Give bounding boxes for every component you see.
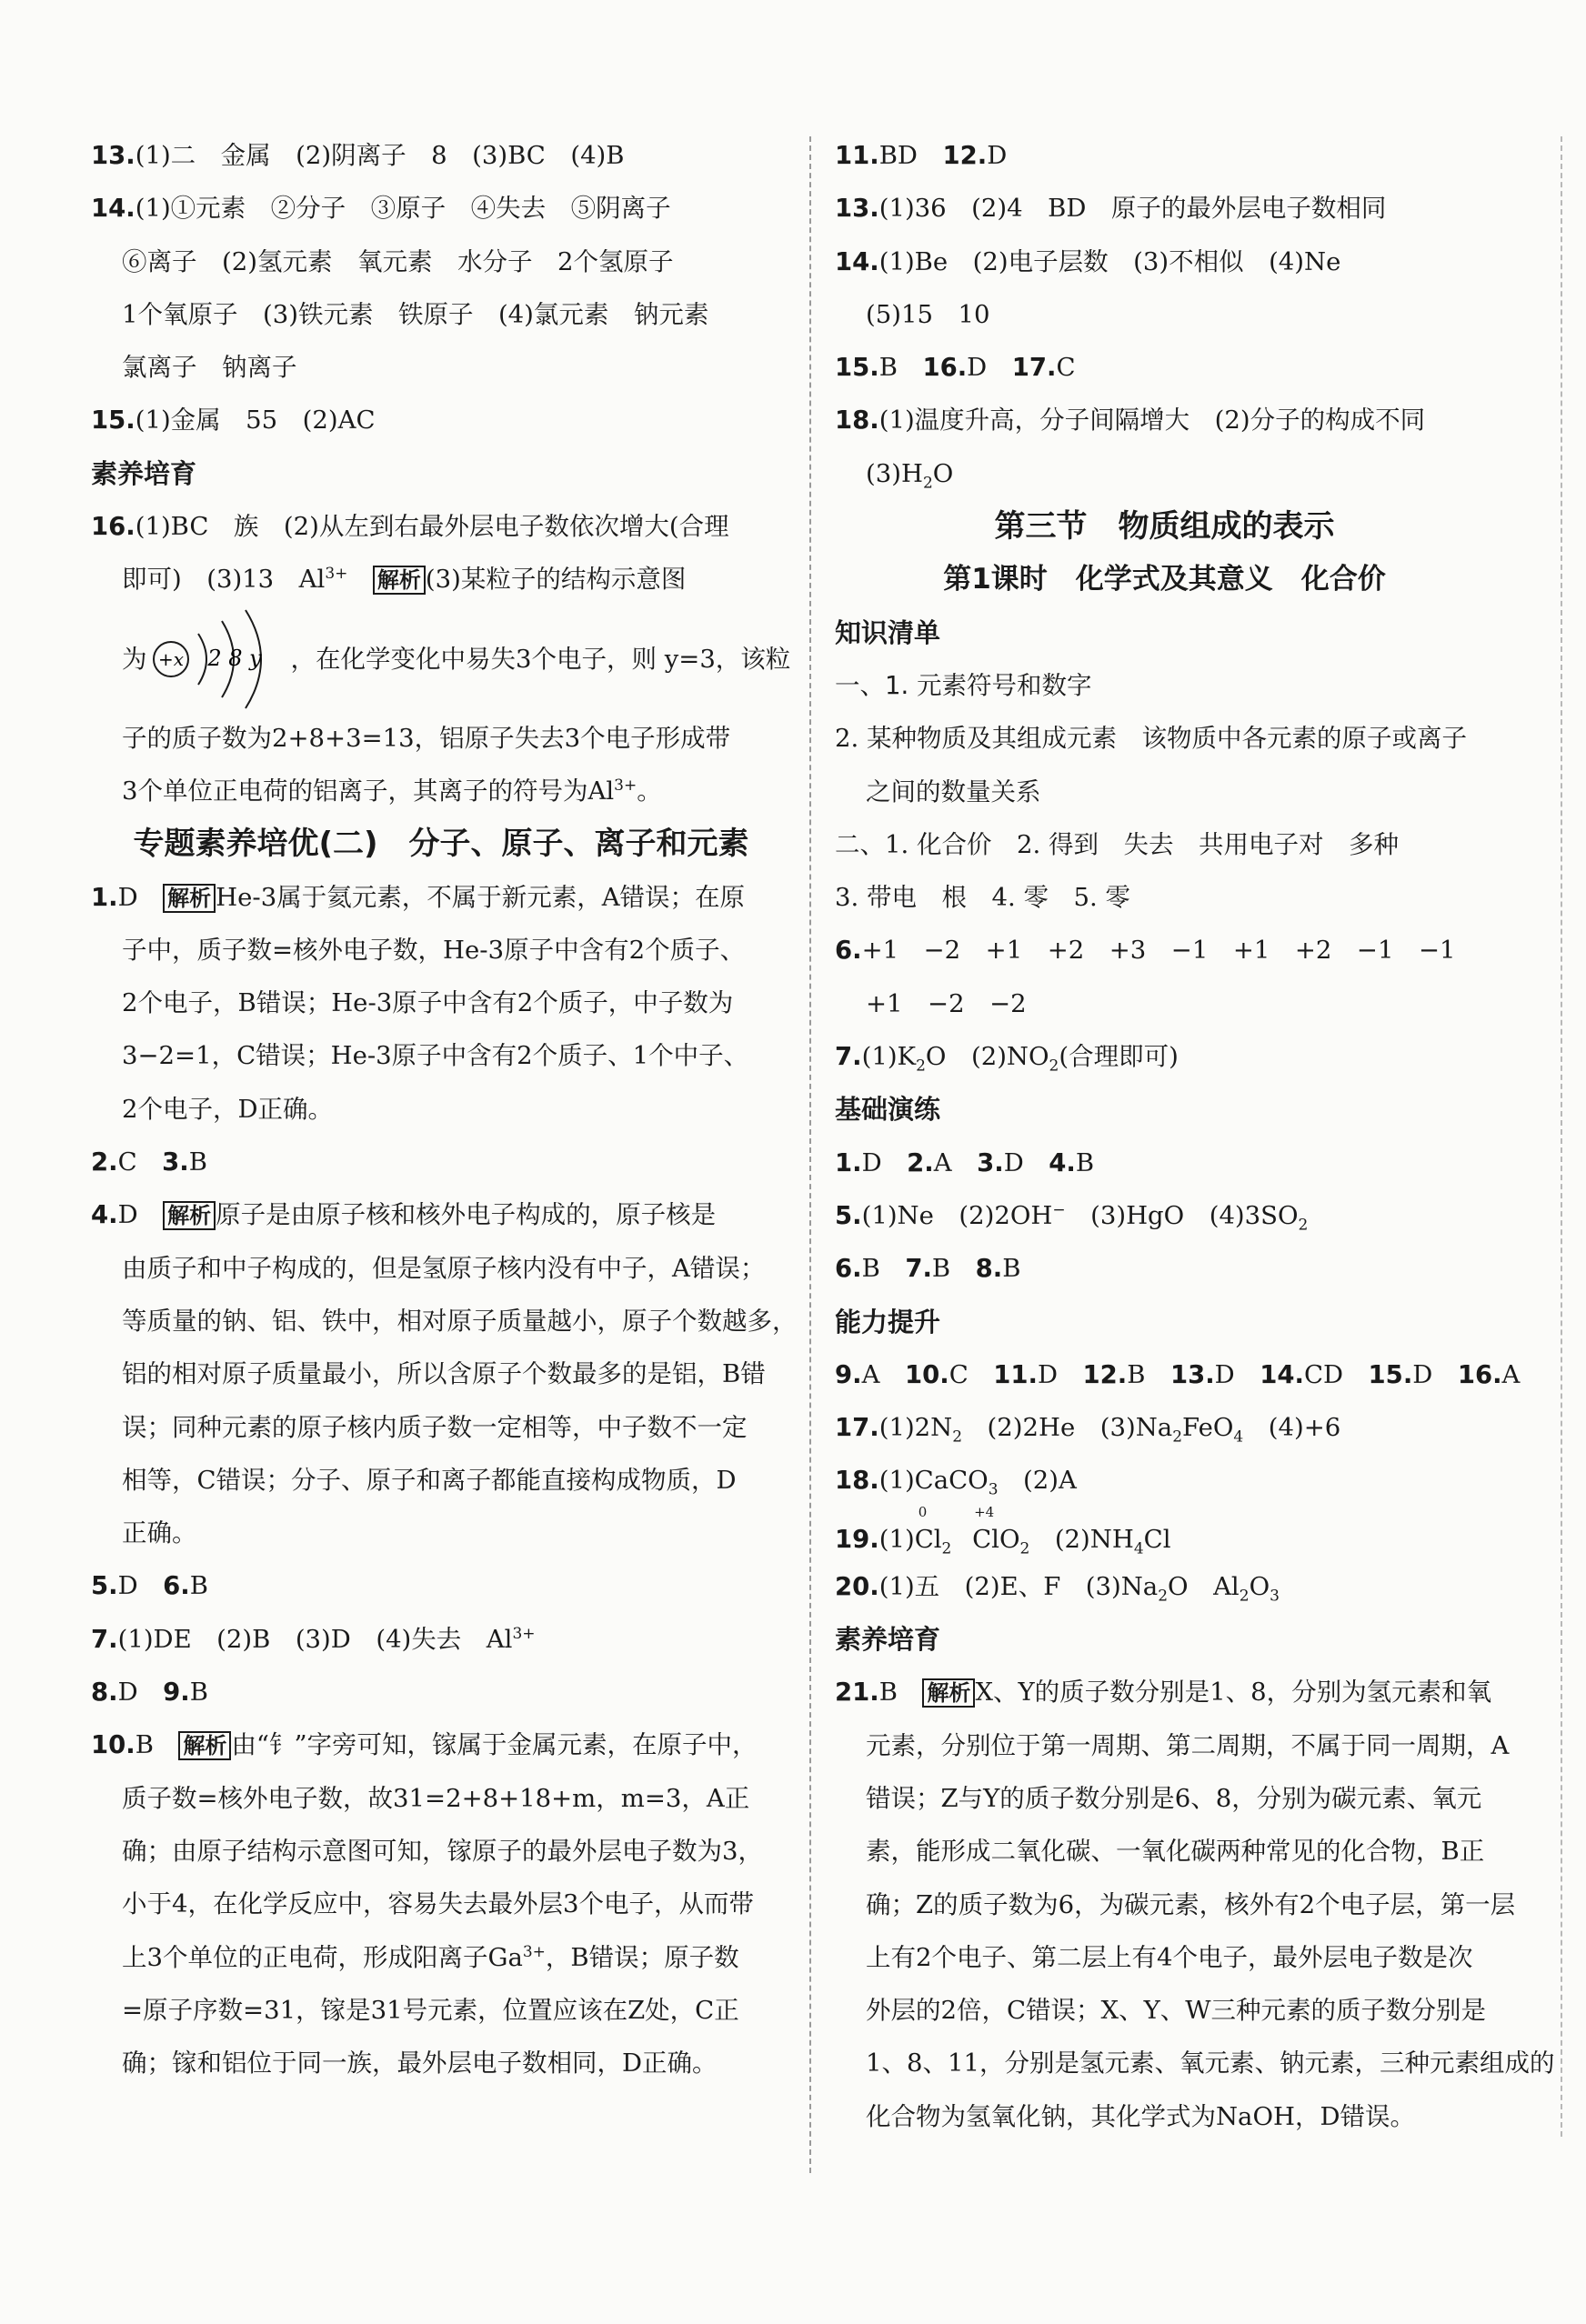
k6-line-2: +1 −2 −2 (866, 988, 1027, 1018)
b9-b16-line: 9.A 10.C 11.D 12.B 13.D 14.CD 15.D 16.A (835, 1359, 1521, 1389)
b5-line: 5.(1)Ne (2)2OH− (3)HgO $(4)3SO_2$ (835, 1200, 1309, 1235)
q10-line-5: 上3个单位的正电荷，形成阳离子$Ga^{3+}$，B错误；原子数 (122, 1942, 739, 1972)
q4-line-7: 正确。 (122, 1518, 197, 1548)
q4-line-3: 等质量的钠、铝、铁中，相对原子质量越小，原子个数越多， (122, 1306, 798, 1336)
q1-line-3: 2个电子，B错误；He-3原子中含有2个质子，中子数为 (122, 988, 734, 1018)
r-q18-line-2: $(3)H_2O$ (866, 458, 954, 493)
r-q13-line: 13.(1)36 (2)4 BD 原子的最外层电子数相同 (835, 194, 1387, 224)
k4-line: 3. 带电 根 4. 零 5. 零 (835, 883, 1130, 913)
b21-line-3: 错误；Z与Y的质子数分别是6、8，分别为碳元素、氧元 (866, 1783, 1482, 1813)
q10-line-6: =原子序数=31，镓是31号元素，位置应该在Z处，C正 (122, 1995, 739, 2025)
atom-structure-diagram (151, 606, 287, 712)
k2-line-1: 2. 某种物质及其组成元素 该物质中各元素的原子或离子 (835, 724, 1467, 754)
right-column (835, 129, 1555, 2143)
nucleus-label: +x (157, 647, 184, 670)
q4-line-6: 相等，C错误；分子、原子和离子都能直接构成物质，D (122, 1465, 737, 1495)
q1-line-2: 子中，质子数=核外电子数，He-3原子中含有2个质子、 (122, 935, 746, 965)
q13-line: 13.(1)二 金属 (2)阴离子 8 (3)BC (4)B (91, 141, 625, 170)
b20-line: 20.(1)五 (2)E、F $(3)Na_2O$ $Al_2O_3$ (835, 1571, 1280, 1606)
b6-b8-line: 6.B 7.B 8.B (835, 1254, 1021, 1284)
b21-line-6: 上有2个电子、第二层上有4个电子，最外层电子数是次 (866, 1942, 1473, 1972)
b21-line-4: 素，能形成二氧化碳、一氧化碳两种常见的化合物，B正 (866, 1837, 1485, 1867)
q10-line-3: 确；由原子结构示意图可知，镓原子的最外层电子数为3， (122, 1836, 763, 1866)
k6-line-1: 6.+1 −2 +1 +2 +3 −1 +1 +2 −1 −1 (835, 936, 1456, 966)
k1-line: 一、1. 元素符号和数字 (835, 670, 1092, 700)
b19-line: 19.(1) 0 $Cl_2$ +4 ClO$_2$ $(2)NH_4Cl$ (835, 1503, 1171, 1558)
b21-line-5: 确；Z的质子数为6，为碳元素，核外有2个电子层，第一层 (866, 1889, 1516, 1919)
column-divider (809, 136, 811, 2173)
k3-line: 二、1. 化合价 2. 得到 失去 共用电子对 多种 (835, 829, 1399, 859)
q10-line-4: 小于4，在化学反应中，容易失去最外层3个电子，从而带 (122, 1889, 754, 1919)
lesson-title: 第1课时 化学式及其意义 化合价 (943, 563, 1386, 596)
q4-line-4: 铝的相对原子质量最小，所以含原子个数最多的是铝，B错 (122, 1359, 766, 1389)
q10-line-7: 确；镓和铝位于同一族，最外层电子数相同，D正确。 (122, 2049, 718, 2079)
q4-line-2: 由质子和中子构成的，但是氢原子核内没有中子，A错误； (122, 1253, 766, 1283)
b21-line-8: 1、8、11，分别是氢元素、氧元素、钠元素，三种元素组成的 (866, 2049, 1555, 2079)
b21-line-9: 化合物为氢氧化钠，其化学式为NaOH，D错误。 (866, 2101, 1416, 2131)
q7-line: 7.(1)DE (2)B (3)D (4)失去 $Al^{3+}$ (91, 1624, 536, 1654)
r-q14-line-2: (5)15 10 (866, 299, 990, 329)
r-q11-q12-line: 11.BD 12.D (835, 141, 1008, 170)
q8-q9-line: 8.D 9.B (91, 1678, 208, 1708)
left-column (91, 129, 798, 2089)
heading-jichu: 基础演练 (835, 1094, 941, 1126)
section-title: 第三节 物质组成的表示 (994, 508, 1335, 546)
heading-suyang-right: 素养培育 (835, 1624, 941, 1656)
k7-line: $7.(1)K_2O$ $(2)NO_2$(合理即可) (835, 1042, 1179, 1076)
r-q15-q17-line: 15.B 16.D 17.C (835, 353, 1076, 383)
right-edge-divider (1561, 136, 1562, 2137)
q1-line-4: 3−2=1，C错误；He-3原子中含有2个质子、1个中子、 (122, 1041, 749, 1071)
q10-line-1: 10.B 解析 由“钅”字旁可知，镓属于金属元素，在原子中， (91, 1730, 758, 1760)
q16-line-3: 为 +x 2 8 y ，在化学变化中易失3个电子，则 y=3，该粒 (91, 606, 791, 712)
q14-line-2: ⑥离子 (2)氢元素 氧元素 水分子 2个氢原子 (122, 246, 674, 276)
q4-line-1: 4.D 解析 原子是由原子核和核外电子构成的，原子核是 (91, 1200, 717, 1230)
topic-heading: 专题素养培优(二) 分子、原子、离子和元素 (133, 826, 749, 863)
b21-line-7: 外层的2倍，C错误；X、Y、W三种元素的质子数分别是 (866, 1996, 1487, 2026)
q1-line-1: 1.D 解析 He-3属于氦元素，不属于新元素，A错误；在原 (91, 882, 746, 912)
k2-line-2: 之间的数量关系 (866, 776, 1041, 806)
q4-line-5: 误；同种元素的原子核内质子数一定相等，中子数不一定 (122, 1412, 748, 1442)
q10-line-2: 质子数=核外电子数，故31=2+8+18+m，m=3，A正 (122, 1783, 750, 1813)
shell-electron-labels: 2 8 y (206, 645, 262, 671)
q16-line-5: 3个单位正电荷的铝离子，其离子的符号为$Al^{3+}$。 (122, 776, 662, 806)
r-q14-line-1: 14.(1)Be (2)电子层数 (3)不相似 (4)Ne (835, 246, 1341, 276)
heading-nengli: 能力提升 (835, 1306, 941, 1337)
q15-line: 15.(1)金属 55 (2)AC (91, 406, 376, 436)
b18-line: 18.(1)CaCO$_3$ (2)A (835, 1466, 1077, 1499)
q16-line-1: 16.(1)BC 族 (2)从左到右最外层电子数依次增大(合理 (91, 512, 729, 542)
q14-line-3: 1个氧原子 (3)铁元素 铁原子 (4)氯元素 钠元素 (122, 299, 709, 329)
b21-line-1: 21.B 解析 X、Y的质子数分别是1、8，分别为氢元素和氧 (835, 1678, 1492, 1708)
section-heading-suyang: 素养培育 (91, 457, 197, 489)
q16-line-4: 子的质子数为2+8+3=13，铝原子失去3个电子形成带 (122, 723, 731, 753)
heading-zhishi: 知识清单 (835, 616, 941, 648)
q1-line-5: 2个电子，D正确。 (122, 1094, 334, 1124)
q14-line-1: 14.(1)①元素 ②分子 ③原子 ④失去 ⑤阴离子 (91, 194, 671, 224)
b1-b4-line: 1.D 2.A 3.D 4.B (835, 1147, 1095, 1177)
b21-line-2: 元素，分别位于第一周期、第二周期，不属于同一周期，A (866, 1730, 1510, 1760)
q5-q6-line: 5.D 6.B (91, 1571, 208, 1601)
b17-line: $17.(1)2N_2$ (2)2He $(3)Na_2FeO_4$ (4)+6 (835, 1413, 1341, 1447)
r-q18-line-1: 18.(1)温度升高，分子间隔增大 (2)分子的构成不同 (835, 406, 1426, 436)
q14-line-4: 氯离子 钠离子 (122, 353, 297, 383)
q2-q3-line: 2.C 3.B (91, 1147, 207, 1177)
q16-line-2: 即可) (3)13 $Al^{3+}$ 解析 (3)某粒子的结构示意图 (122, 565, 687, 595)
